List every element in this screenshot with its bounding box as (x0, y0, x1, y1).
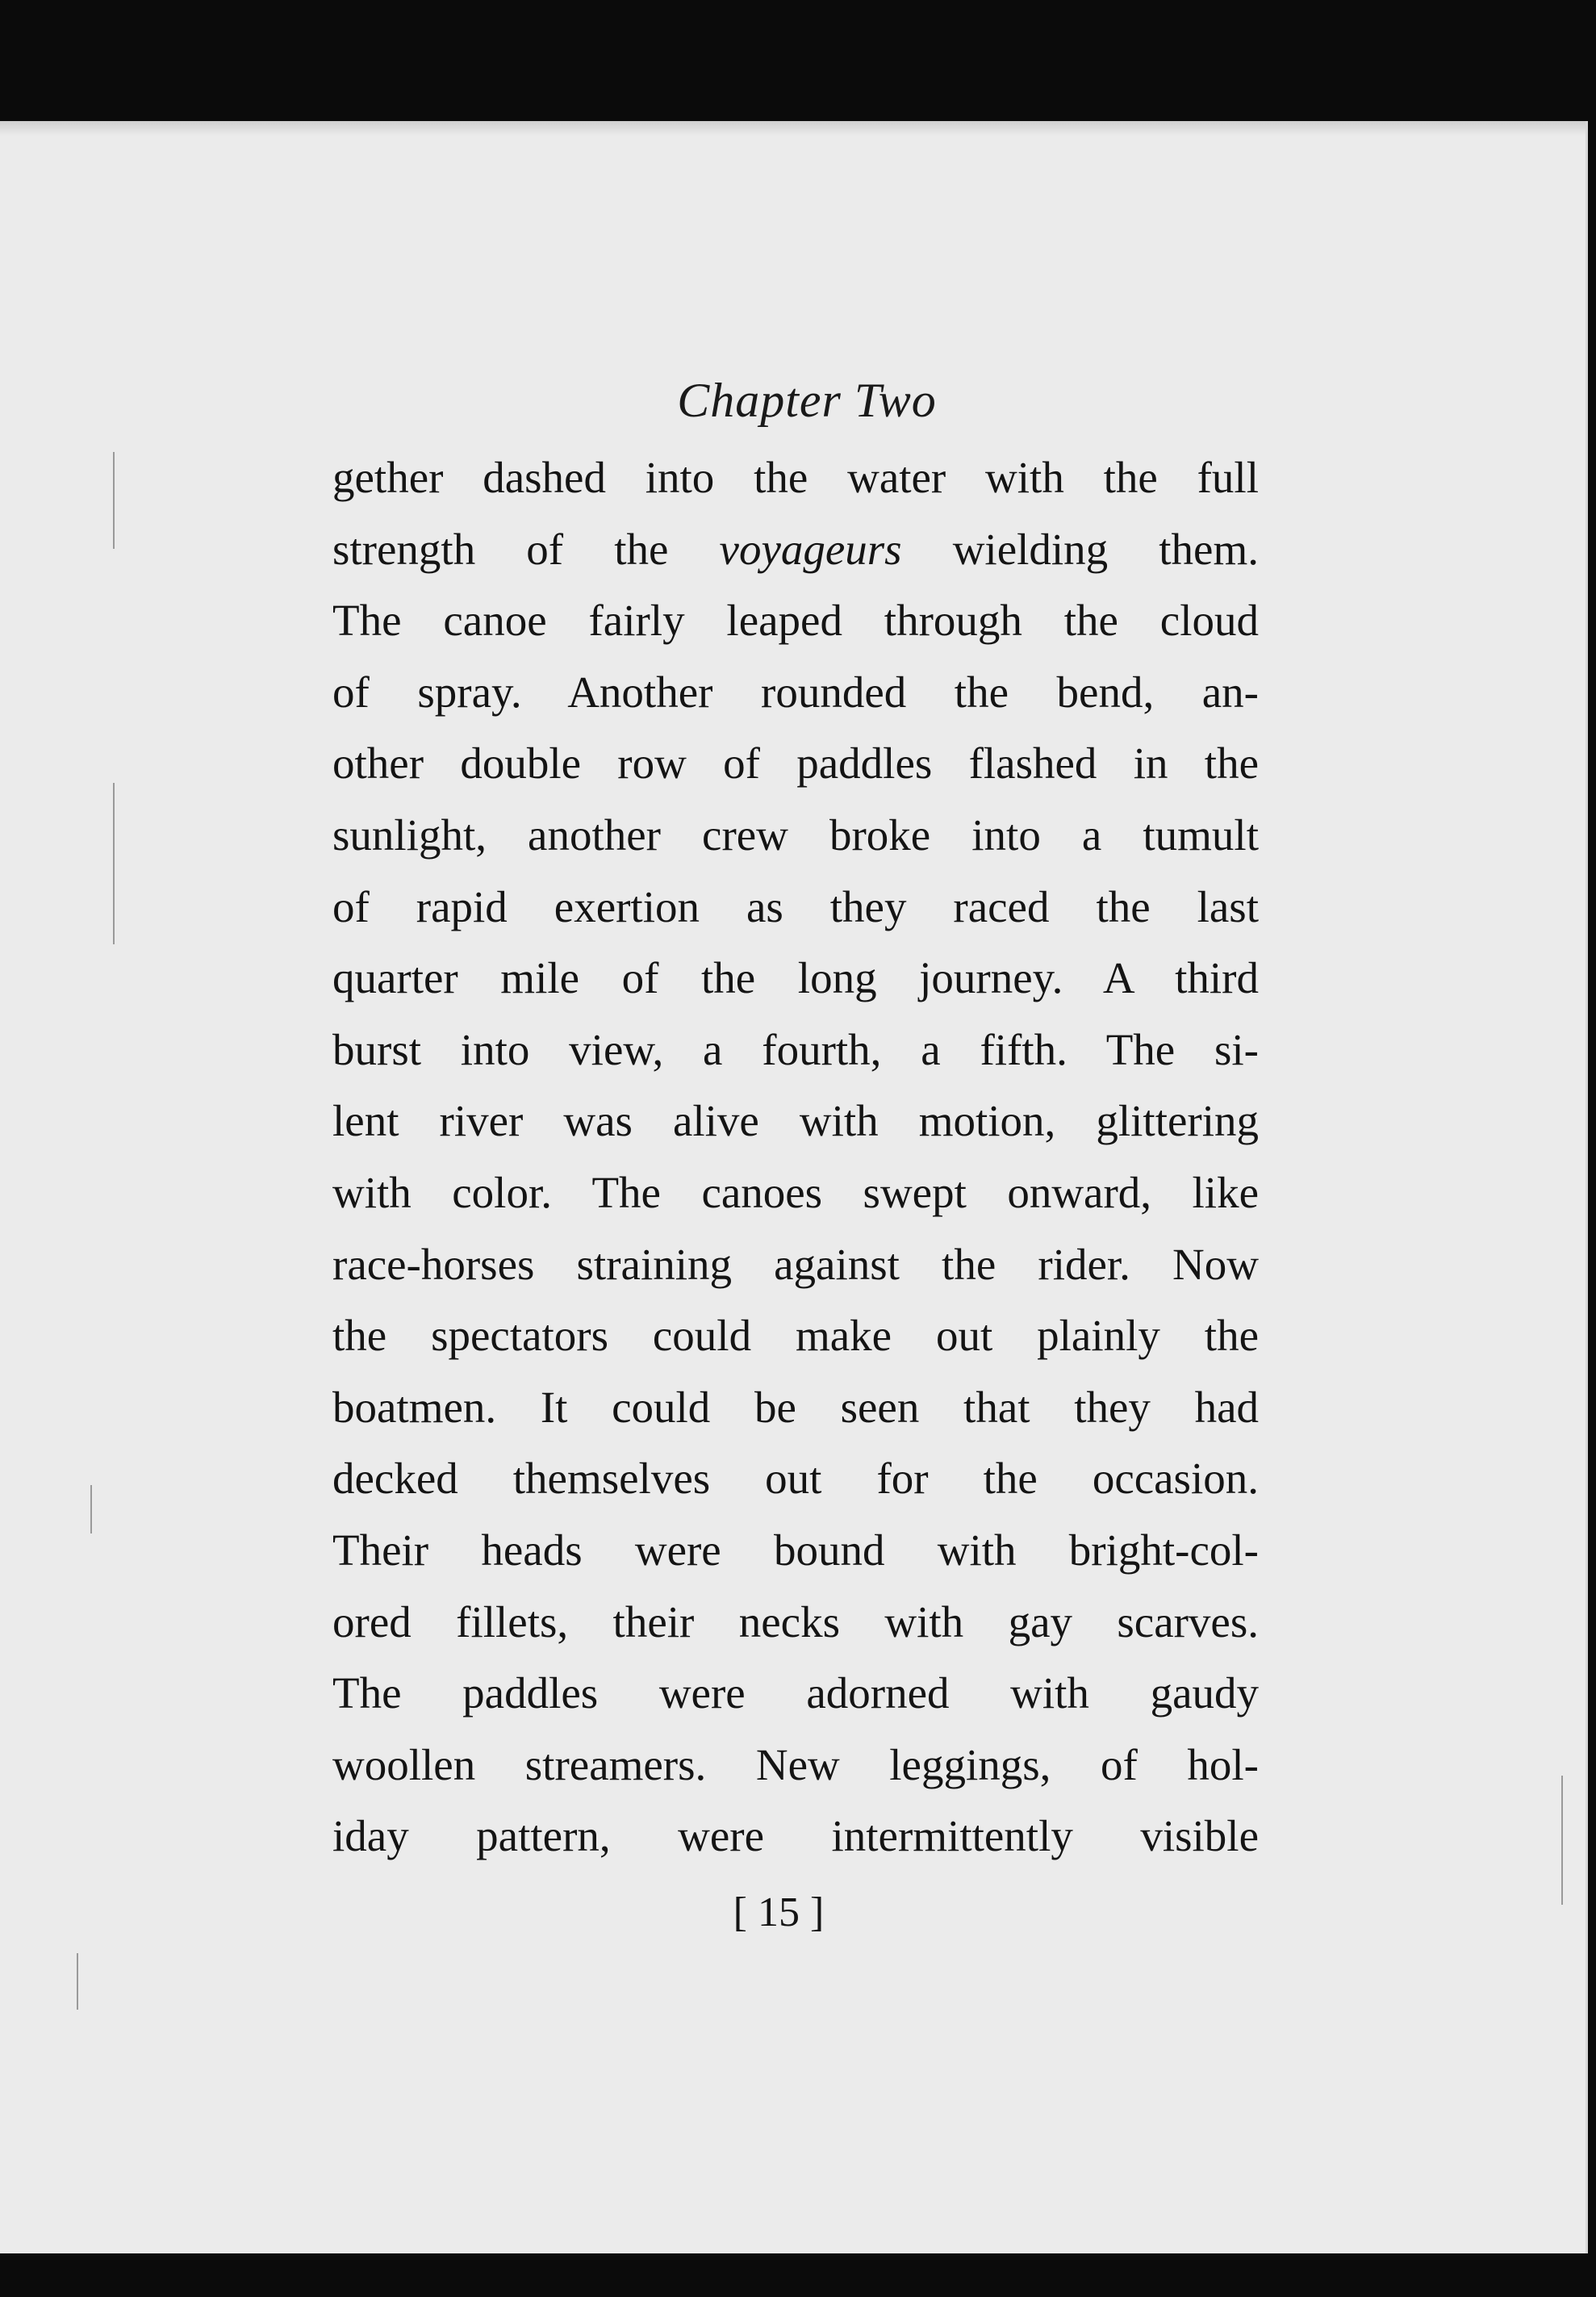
text-line: Their heads were bound with bright-col- (332, 1525, 1259, 1575)
page-top-edge (0, 121, 1586, 136)
text-line: lent river was alive with motion, glittering (332, 1096, 1259, 1146)
scan-artifact (90, 1485, 92, 1533)
text-line: with color. The canoes swept onward, like (332, 1167, 1259, 1217)
text-line: of spray. Another rounded the bend, an- (332, 667, 1259, 717)
text-line: iday pattern, were intermittently visible (332, 1811, 1259, 1861)
italic-word: voyageurs (719, 524, 902, 574)
text-line: quarter mile of the long journey. A third (332, 953, 1259, 1003)
text-span: wielding them. (901, 524, 1259, 574)
scan-artifact (113, 783, 115, 944)
scan-artifact (113, 452, 115, 549)
text-line: The paddles were adorned with gaudy (332, 1668, 1259, 1718)
scan-artifact (77, 1953, 78, 2010)
scan-artifact (1561, 1776, 1563, 1905)
text-line: race-horses straining against the rider. Now (332, 1239, 1259, 1289)
text-line: woollen streamers. New leggings, of hol- (332, 1739, 1259, 1789)
text-line: burst into view, a fourth, a fifth. The si- (332, 1024, 1259, 1074)
text-line: of rapid exertion as they raced the last (332, 881, 1259, 931)
text-line: ored fillets, their necks with gay scarves. (332, 1596, 1259, 1646)
text-line: the spectators could make out plainly the (332, 1311, 1259, 1361)
text-line: The canoe fairly leaped through the cloud (332, 596, 1259, 646)
page-number: [ 15 ] (733, 1889, 825, 1935)
text-line: sunlight, another crew broke into a tumult (332, 810, 1259, 860)
text-line (332, 514, 1259, 586)
text-line: decked themselves out for the occasion. (332, 1454, 1259, 1504)
text-line: gether dashed into the water with the full (332, 453, 1259, 502)
text-line: other double row of paddles flashed in the (332, 738, 1259, 789)
running-head: Chapter Two (677, 374, 937, 427)
text-line: boatmen. It could be seen that they had (332, 1382, 1259, 1432)
body-text (332, 442, 1259, 1872)
text-span: strength of the (332, 524, 720, 574)
